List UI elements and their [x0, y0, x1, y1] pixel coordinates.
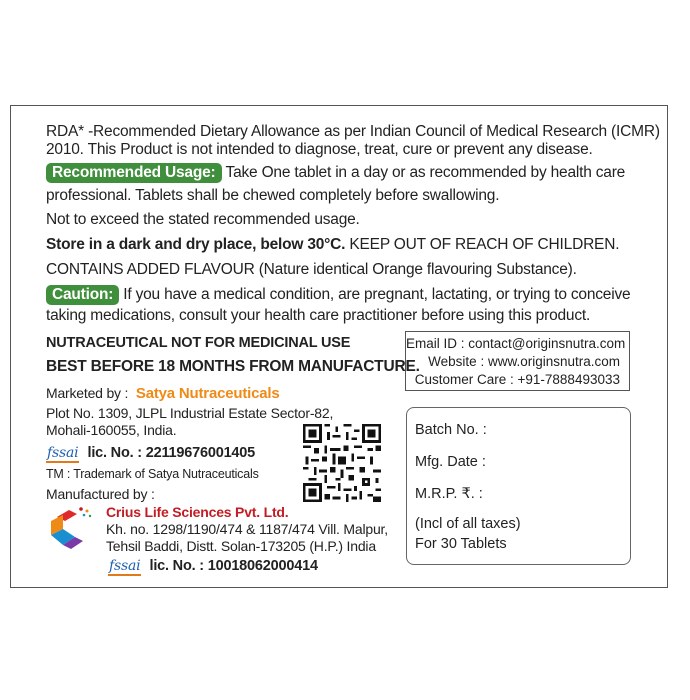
- trademark-note: TM : Trademark of Satya Nutraceuticals: [46, 467, 259, 481]
- tablet-count: For 30 Tablets: [415, 536, 507, 552]
- marketer-address-2: Mohali-160055, India.: [46, 422, 177, 438]
- contact-care: Customer Care : +91-7888493033: [414, 372, 620, 387]
- manufacturer-address-2: Tehsil Baddi, Distt. Solan-173205 (H.P.) India: [106, 538, 376, 554]
- storage-line: [46, 236, 619, 254]
- fssai-logo-icon-2: fssai: [109, 558, 141, 574]
- manufacturer-name: Crius Life Sciences Pvt. Ltd.: [106, 504, 289, 520]
- nutraceutical-notice: NUTRACEUTICAL NOT FOR MEDICINAL USE: [46, 335, 351, 351]
- caution-line-2: taking medications, consult your health care practitioner before using this product.: [46, 307, 591, 324]
- contact-box: [405, 331, 630, 391]
- contact-website: Website : www.originsnutra.com: [428, 354, 620, 369]
- caution-pill: Caution:: [46, 285, 119, 305]
- marketed-by-label: Marketed by :: [46, 385, 129, 401]
- usage-line-2: professional. Tablets shall be chewed completely before swallowing.: [46, 187, 500, 204]
- marketer-address-1: Plot No. 1309, JLPL Industrial Estate Sector-82,: [46, 405, 334, 421]
- caution-line-1: [46, 285, 630, 305]
- qr-code-icon: [303, 424, 381, 502]
- best-before: BEST BEFORE 18 MONTHS FROM MANUFACTURE.: [46, 358, 420, 375]
- mfg-date: Mfg. Date :: [415, 454, 486, 470]
- storage-bold: Store in a dark and dry place, below 30°C.: [46, 236, 346, 253]
- rda-line-1: RDA* -Recommended Dietary Allowance as per Indian Council of Medical Research (ICMR): [46, 123, 660, 140]
- manufacturer-fssai-line: [108, 557, 318, 575]
- usage-line-1: [46, 163, 625, 183]
- recommended-usage-pill: Recommended Usage:: [46, 163, 222, 183]
- manufacturer-license: lic. No. : 10018062000414: [149, 558, 318, 574]
- manufactured-by-label: Manufactured by :: [46, 486, 155, 502]
- marketer-fssai-line: [46, 444, 255, 462]
- storage-rest: KEEP OUT OF REACH OF CHILDREN.: [349, 236, 620, 253]
- batch-info-box: [406, 407, 631, 565]
- mrp: M.R.P. ₹. :: [415, 486, 483, 502]
- incl-taxes: (Incl of all taxes): [415, 516, 521, 532]
- contact-email: Email ID : contact@originsnutra.com: [406, 336, 626, 351]
- marketer-name: Satya Nutraceuticals: [135, 385, 280, 402]
- manufacturer-address-1: Kh. no. 1298/1190/474 & 1187/474 Vill. Malpur,: [106, 521, 388, 537]
- crius-logo-icon: [43, 505, 101, 555]
- caution-text-1: If you have a medical condition, are pregnant, lactating, or trying to conceive: [123, 286, 631, 303]
- usage-text-1: Take One tablet in a day or as recommended by health care: [225, 164, 626, 181]
- rda-line-2: 2010. This Product is not intended to diagnose, treat, cure or prevent any disease.: [46, 141, 593, 158]
- marketer-license: lic. No. : 22119676001405: [87, 445, 256, 461]
- usage-line-3: Not to exceed the stated recommended usage.: [46, 211, 360, 228]
- flavour-line: CONTAINS ADDED FLAVOUR (Nature identical Orange flavouring Substance).: [46, 261, 577, 278]
- fssai-logo-icon: fssai: [47, 445, 79, 461]
- marketed-by-line: [46, 384, 280, 403]
- batch-number: Batch No. :: [415, 422, 487, 438]
